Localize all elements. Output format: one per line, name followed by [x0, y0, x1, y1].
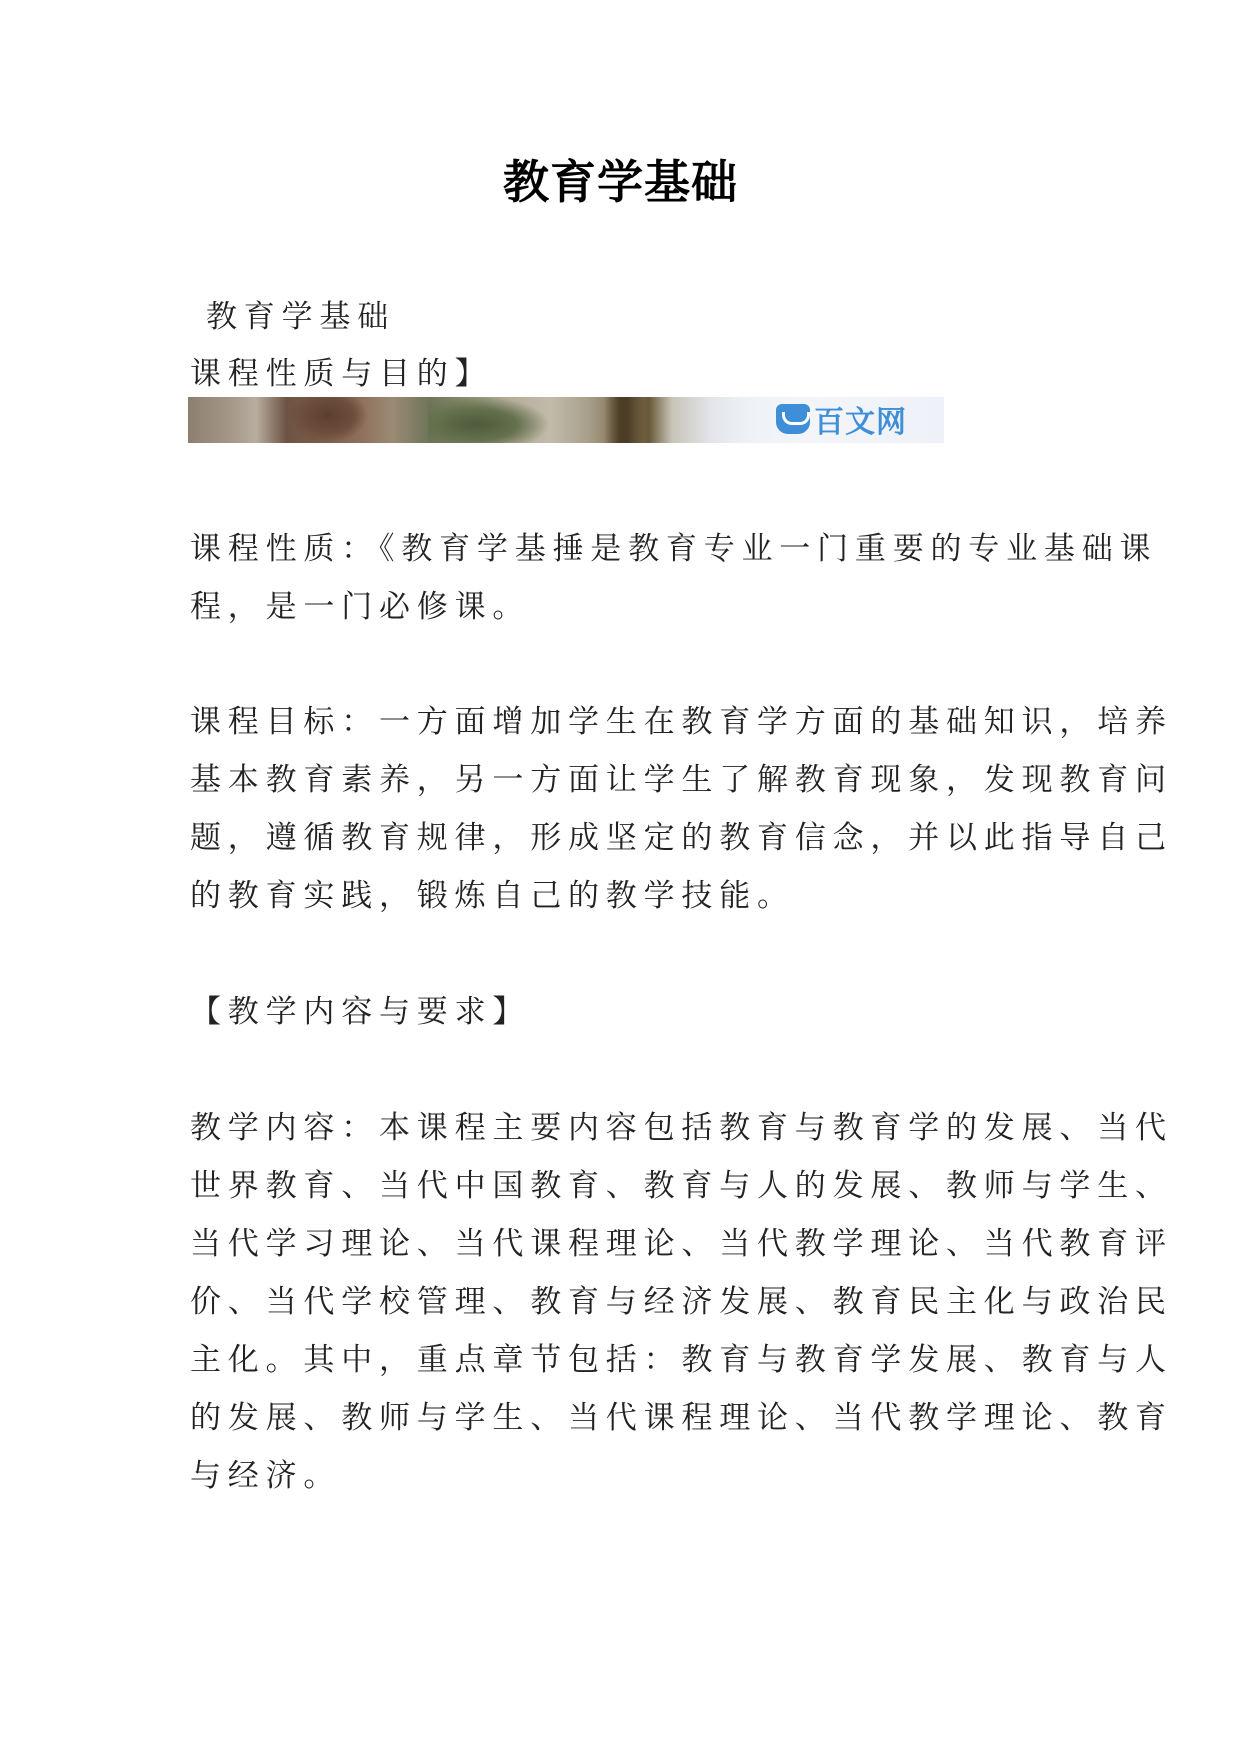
thumbnail-figure — [428, 397, 548, 443]
thumbnail-image — [188, 397, 944, 443]
paragraph-line: 程，是一门必修课。 — [190, 589, 531, 625]
paragraph-line: 当代学习理论、当代课程理论、当代教学理论、当代教育评 — [190, 1226, 1173, 1262]
paragraph-line: 世界教育、当代中国教育、教育与人的发展、教师与学生、 — [190, 1168, 1173, 1204]
document-title: 教育学基础 — [503, 155, 738, 209]
paragraph-line: 基本教育素养，另一方面让学生了解教育现象，发现教育问 — [190, 762, 1173, 798]
paragraph-line: 课程目标：一方面增加学生在教育学方面的基础知识，培养 — [190, 704, 1173, 740]
paragraph-line: 与经济。 — [190, 1458, 342, 1494]
thumbnail-figure — [604, 397, 644, 443]
paragraph-line: 课程性质：《教育学基捶是教育专业一门重要的专业基础课 — [190, 531, 1158, 567]
thumbnail-figure — [288, 397, 368, 443]
document-subtitle: 教育学基础 — [206, 299, 395, 335]
paragraph-line: 的教育实践，锻炼自己的教学技能。 — [190, 878, 795, 914]
paragraph-line: 的发展、教师与学生、当代课程理论、当代教学理论、教育 — [190, 1400, 1173, 1436]
paragraph-line: 教学内容：本课程主要内容包括教育与教育学的发展、当代 — [190, 1110, 1173, 1146]
watermark-logo — [776, 399, 907, 439]
content-heading: 【教学内容与要求】 — [190, 994, 531, 1030]
paragraph-line: 主化。其中，重点章节包括：教育与教育学发展、教育与人 — [190, 1342, 1173, 1378]
section-heading: 课程性质与目的】 — [190, 356, 493, 392]
paragraph-line: 价、当代学校管理、教育与经济发展、教育民主化与政治民 — [190, 1284, 1173, 1320]
paragraph-line: 题，遵循教育规律，形成坚定的教育信念，并以此指导自己 — [190, 820, 1173, 856]
baiwenwang-logo-icon — [776, 404, 810, 434]
watermark-logo-text: 百文网 — [814, 405, 907, 440]
